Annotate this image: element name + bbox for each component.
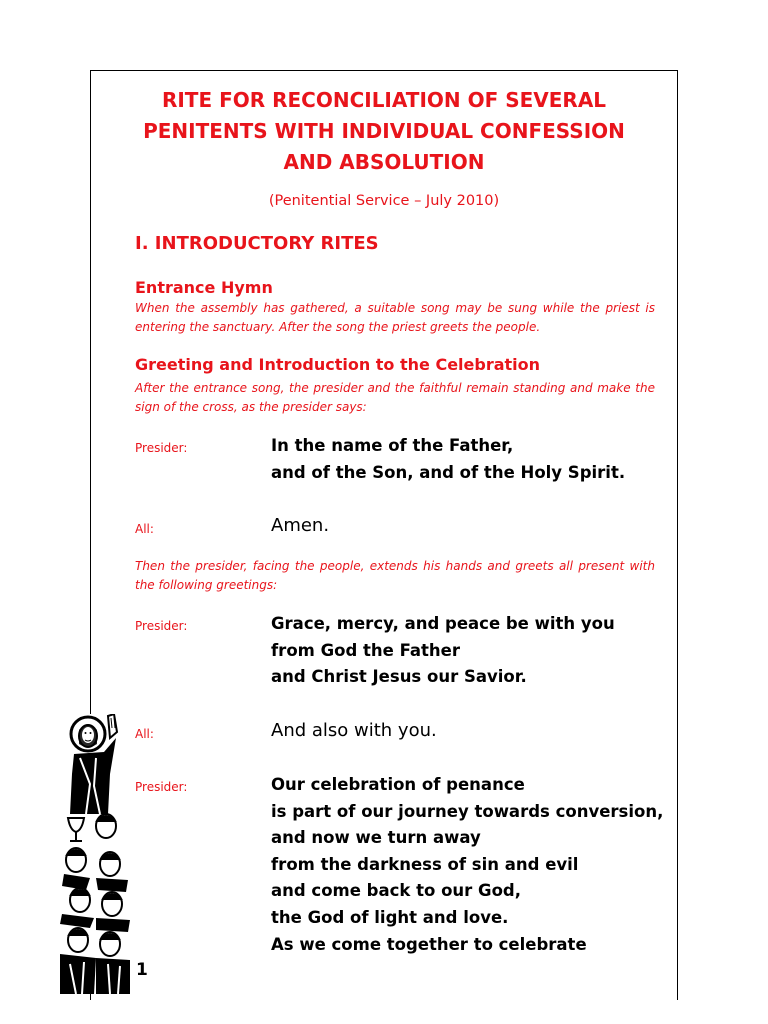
presider-speech xyxy=(271,611,615,691)
assembly-response: And also with you. xyxy=(271,720,437,741)
speaker-label: Presider: xyxy=(135,441,188,455)
speaker-label: Presider: xyxy=(135,780,188,794)
speech-line: and Christ Jesus our Savior. xyxy=(271,667,527,687)
speech-line: In the name of the Father, xyxy=(271,436,514,455)
document-title-line-1: RITE FOR RECONCILIATION OF SEVERAL xyxy=(161,88,607,112)
speech-line: As we come together to celebrate xyxy=(271,934,587,954)
page-number: 1 xyxy=(136,960,148,980)
speaker-label: All: xyxy=(135,522,154,536)
presider-speech xyxy=(271,772,663,958)
entrance-hymn-heading: Entrance Hymn xyxy=(135,278,273,297)
greeting-heading: Greeting and Introduction to the Celebration xyxy=(135,355,541,374)
speaker-label: All: xyxy=(135,727,154,741)
speech-line: the God of light and love. xyxy=(271,907,509,927)
presider-speech xyxy=(271,433,625,486)
speech-line: Grace, mercy, and peace be with you xyxy=(271,614,615,633)
document-subtitle: (Penitential Service – July 2010) xyxy=(268,193,500,209)
entrance-hymn-rubric: When the assembly has gathered, a suitable song may be sung while the priest is entering the sanctuary. After the song the priest greets the people. xyxy=(135,301,655,334)
speech-line: and of the Son, and of the Holy Spirit. xyxy=(271,462,626,482)
speech-line: from God the Father xyxy=(271,640,460,660)
document-title-line-2: PENITENTS WITH INDIVIDUAL CONFESSION xyxy=(143,119,625,143)
greetings-rubric: Then the presider, facing the people, extends his hands and greets all present with the following greetings: xyxy=(135,559,655,592)
speaker-label: Presider: xyxy=(135,619,188,633)
speech-line: from the darkness of sin and evil xyxy=(271,854,579,874)
greeting-rubric: After the entrance song, the presider and the faithful remain standing and make the sign of the cross, as the presider says: xyxy=(135,381,655,414)
christ-and-disciples-woodcut-icon xyxy=(60,714,132,994)
document-title-line-3: AND ABSOLUTION xyxy=(283,150,485,174)
speech-line: and now we turn away xyxy=(271,828,481,848)
speech-line: Our celebration of penance xyxy=(271,775,525,794)
assembly-response: Amen. xyxy=(271,515,330,536)
speech-line: and come back to our God, xyxy=(271,881,522,901)
speech-line: is part of our journey towards conversion, xyxy=(271,801,664,821)
section-heading: I. INTRODUCTORY RITES xyxy=(135,233,379,254)
